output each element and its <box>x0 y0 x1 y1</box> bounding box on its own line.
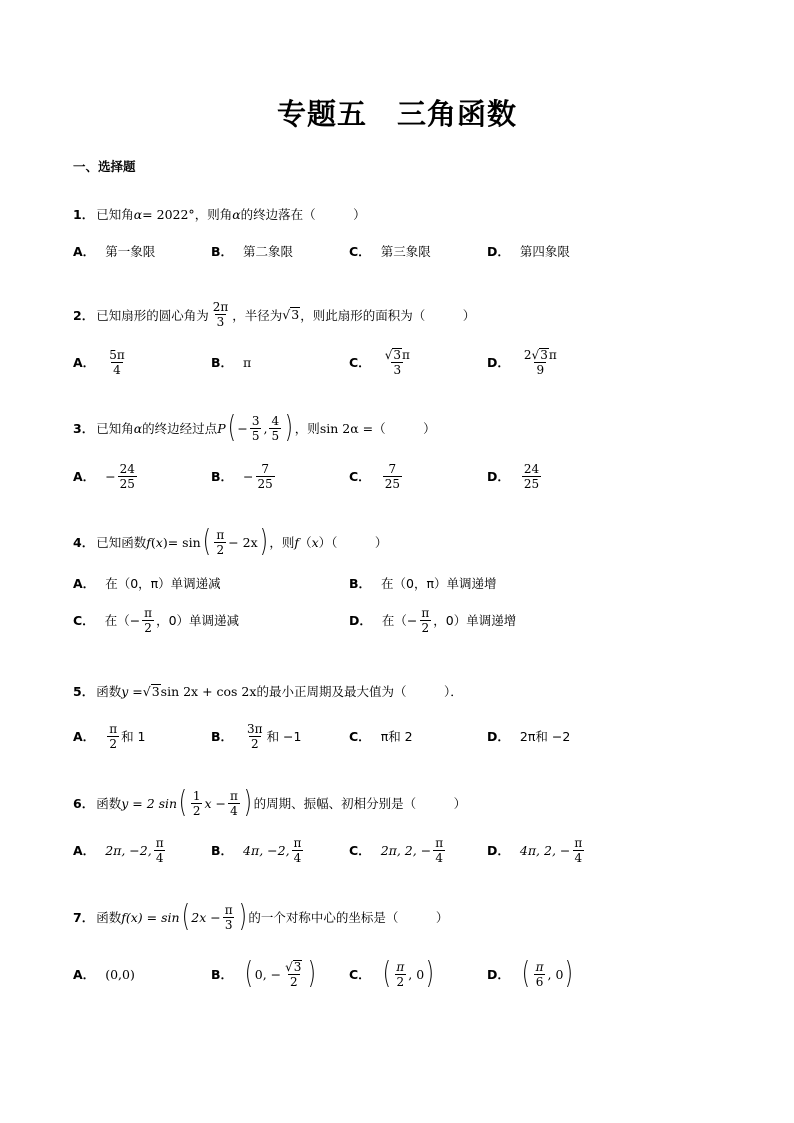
option-d[interactable]: D． 2π和 −2 <box>487 729 571 744</box>
option-b[interactable]: B． π <box>211 354 252 370</box>
option-a[interactable]: A． 2π, −2, $\frac{\pi}{4}$ <box>73 835 164 865</box>
option-c[interactable]: C． $\frac{7}{25}$ <box>349 461 400 491</box>
option-a[interactable]: A． − $\frac{24}{25}$ <box>73 461 135 491</box>
option-a[interactable]: A． 在（0，π）单调递减 <box>73 576 221 591</box>
option-a[interactable]: A． $\frac{\pi}{2}$ 和 1 <box>73 721 146 751</box>
option-d[interactable]: D． 2√ 3 π 9 <box>487 347 557 377</box>
sqrt: √ 3 <box>282 307 300 322</box>
option-c[interactable]: C． 第三象限 <box>349 244 431 259</box>
question-3-options <box>73 454 773 498</box>
question-4-options-row2 <box>73 600 773 640</box>
question-4: 4． 已知函数 f ( x ) = sin ( $\frac{\pi}{2}$ − 2x ) ，则 f （ x ）（ ） <box>73 524 388 559</box>
option-b[interactable]: B． 第二象限 <box>211 244 294 259</box>
question-6-options <box>73 828 773 872</box>
option-c[interactable]: C． 在（− $\frac{\pi}{2}$ ，0）单调递减 <box>73 605 240 635</box>
option-c[interactable]: C． π和 2 <box>349 729 413 744</box>
question-7-options <box>73 952 773 996</box>
option-a[interactable]: A． (0,0) <box>73 966 135 982</box>
option-d[interactable]: D． 第四象限 <box>487 244 570 259</box>
option-b[interactable]: B． 4π, −2, $\frac{\pi}{4}$ <box>211 835 302 865</box>
question-1: 1． 已知角 α = 2022° ，则角 α 的终边落在（ ） <box>73 206 366 222</box>
fraction: $\frac{2\pi}{3}$ <box>212 300 229 329</box>
option-b[interactable]: B． − $\frac{7}{25}$ <box>211 461 273 491</box>
option-c[interactable]: C． 2π, 2, − $\frac{\pi}{4}$ <box>349 835 444 865</box>
question-5: 5． 函数 y = √ 3 sin 2x + cos 2x 的最小正周期及最大值为（ ）． <box>73 683 463 699</box>
option-d[interactable]: D． 在（− $\frac{\pi}{2}$ ，0）单调递增 <box>349 605 517 635</box>
option-b[interactable]: B． 在（0，π）单调递增 <box>349 576 497 591</box>
option-d[interactable]: D． ( $\frac{\pi}{6}$ , 0 ) <box>487 956 574 991</box>
question-1-options <box>73 229 773 273</box>
question-2: 2． 已知扇形的圆心角为 $\frac{2\pi}{3}$ ，半径为 √ 3 ，则此扇形的面积为（ ） <box>73 300 476 329</box>
section-heading: 一、选择题 <box>73 159 136 174</box>
question-3: 3． 已知角 α 的终边经过点 P ( − $\frac{3}{5}$ , $\frac{4}{5}$ ) ，则 sin 2α = （ ） <box>73 410 436 445</box>
question-7: 7． 函数 f(x) = sin ( 2x − $\frac{\pi}{3}$ ) 的一个对称中心的坐标是（ ） <box>73 899 449 934</box>
option-b[interactable]: B． $\frac{3\pi}{2}$ 和 −1 <box>211 721 302 751</box>
page-title: 专题五 三角函数 <box>276 97 518 131</box>
question-4-options-row1 <box>73 563 773 603</box>
option-a[interactable]: A． 第一象限 <box>73 244 156 259</box>
option-c[interactable]: C． ( $\frac{\pi}{2}$ , 0 ) <box>349 956 435 991</box>
option-d[interactable]: D． 4π, 2, − $\frac{\pi}{4}$ <box>487 835 583 865</box>
question-5-options <box>73 714 773 758</box>
option-d[interactable]: D． $\frac{24}{25}$ <box>487 461 540 491</box>
option-c[interactable]: C． √ 3 π 3 <box>349 347 410 377</box>
question-2-options <box>73 340 773 384</box>
question-6: 6． 函数 y = 2 sin ( $\frac{1}{2}$ x − $\frac{\pi}{4}$ ) 的周期、振幅、初相分别是（ ） <box>73 785 467 820</box>
option-b[interactable]: B． ( 0, − √ 3 2 ) <box>211 956 317 991</box>
option-a[interactable]: A． $\frac{5\pi}{4}$ <box>73 347 125 377</box>
